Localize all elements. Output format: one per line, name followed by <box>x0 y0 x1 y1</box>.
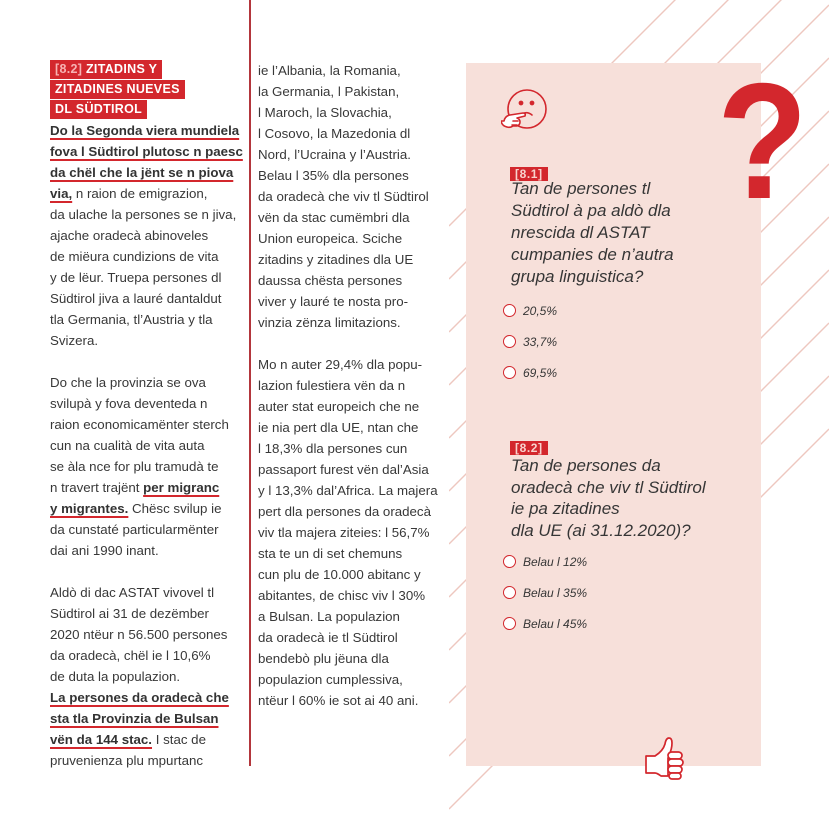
text-line <box>258 690 438 711</box>
text-line <box>258 459 438 480</box>
body-text: Nord, l’Ucraina y l’Austria. <box>258 147 411 162</box>
text-line <box>258 270 438 291</box>
body-text: l Maroch, la Slovachia, <box>258 105 392 120</box>
heading-text: ZITADINS Y <box>85 62 158 76</box>
text-line <box>258 291 438 312</box>
body-text: Svizera. <box>50 333 99 348</box>
body-text: Chësc svilup ie <box>128 501 222 516</box>
body-text: Belau l 35% dla persones <box>258 168 409 183</box>
article-column-2 <box>258 60 438 711</box>
body-text: ntëur l 60% ie sot ai 40 ani. <box>258 693 419 708</box>
text-line <box>258 165 438 186</box>
answer-option[interactable] <box>503 295 557 326</box>
emphasized-text: per migranc <box>143 480 220 495</box>
text-line <box>50 603 243 624</box>
text-line <box>50 246 243 267</box>
text-line <box>258 60 438 81</box>
body-text: la Germania, l Pakistan, <box>258 84 400 99</box>
text-line <box>258 144 438 165</box>
text-line <box>50 330 243 351</box>
text-line <box>258 123 438 144</box>
text-line <box>50 225 243 246</box>
text-line <box>50 309 243 330</box>
body-text: a Bulsan. La populazion <box>258 609 400 624</box>
question-line: nrescida dl ASTAT <box>511 223 650 242</box>
text-line <box>258 375 438 396</box>
answer-option[interactable] <box>503 577 587 608</box>
text-line <box>258 543 438 564</box>
text-line <box>50 267 243 288</box>
body-text: se àla nce for plu tramudà te <box>50 459 219 474</box>
question-text <box>511 455 706 541</box>
text-line <box>258 480 438 501</box>
body-text: Aldò di dac ASTAT vivovel tl <box>50 585 215 600</box>
body-text: l 18,3% dla persones cun <box>258 441 408 456</box>
text-line <box>258 501 438 522</box>
body-text: da oradecà ie tl Südtirol <box>258 630 398 645</box>
text-line <box>258 249 438 270</box>
emphasized-text: Do la Segonda viera mundiela <box>50 123 240 138</box>
text-line <box>50 204 243 225</box>
body-text: de duta la populazion. <box>50 669 181 684</box>
emphasized-text: y migrantes. <box>50 501 129 516</box>
body-text: da cunstaté particularmënter <box>50 522 219 537</box>
body-text: n travert trajënt <box>50 480 144 495</box>
question-line: dla UE (ai 31.12.2020)? <box>511 520 691 540</box>
body-text: da oradecà, chël ie l 10,6% <box>50 648 211 663</box>
text-line <box>50 666 243 687</box>
body-text: passaport furest vën dal’Asia <box>258 462 429 477</box>
body-text: cun plu de 10.000 abitanc y <box>258 567 421 582</box>
body-text: daussa chësta persones <box>258 273 403 288</box>
text-line <box>50 687 243 708</box>
body-text: cun na cualità de vita auta <box>50 438 205 453</box>
text-line <box>50 750 243 771</box>
blank-line <box>50 561 243 582</box>
answer-option[interactable] <box>503 357 557 388</box>
text-line <box>50 708 243 729</box>
question-line: ie pa zitadines <box>511 499 620 518</box>
question-line: oradecà che viv tl Südtirol <box>511 477 706 497</box>
emphasized-text: fova l Südtirol plutosc n paesc <box>50 144 243 159</box>
body-text: Mo n auter 29,4% dla popu- <box>258 357 423 372</box>
body-text: lazion fulestiera vën da n <box>258 378 406 393</box>
body-text: Union europeica. Sciche <box>258 231 403 246</box>
radio-button[interactable] <box>503 617 516 630</box>
text-line <box>50 498 243 519</box>
body-text: n raion de emigrazion, <box>72 186 208 201</box>
body-text: svilupà y fova deventeda n <box>50 396 208 411</box>
answer-option[interactable] <box>503 546 587 577</box>
text-line <box>258 606 438 627</box>
text-line <box>258 438 438 459</box>
body-text: tla Germania, tl’Austria y tla <box>50 312 213 327</box>
emphasized-text: La persones da oradecà che <box>50 690 229 705</box>
article-column-1 <box>50 120 243 771</box>
question-mark-icon: ? <box>717 49 808 233</box>
heading-line <box>50 60 185 79</box>
text-line <box>50 645 243 666</box>
question-tag: [8.2] <box>510 441 548 455</box>
body-text: vën da stac cumëmbri dla <box>258 210 410 225</box>
text-line <box>258 396 438 417</box>
text-line <box>50 519 243 540</box>
question-line: Südtirol à pa aldò dla <box>511 201 671 220</box>
section-heading <box>50 60 185 120</box>
blank-line <box>50 351 243 372</box>
text-line <box>258 102 438 123</box>
answer-options <box>503 546 587 639</box>
thinking-face-icon <box>501 88 549 136</box>
answer-option[interactable] <box>503 326 557 357</box>
text-line <box>50 456 243 477</box>
body-text: de miëura cundizions de vita <box>50 249 219 264</box>
body-text: zitadins y zitadines dla UE <box>258 252 414 267</box>
option-label: 20,5% <box>523 303 558 318</box>
body-text: da ulache la persones se n jiva, <box>50 207 237 222</box>
radio-button[interactable] <box>503 304 516 317</box>
radio-button[interactable] <box>503 366 516 379</box>
text-line <box>50 120 243 141</box>
thumbs-up-icon <box>644 735 688 781</box>
option-label: 69,5% <box>523 365 558 380</box>
body-text: l Cosovo, la Mazedonia dl <box>258 126 411 141</box>
body-text: populazion cumplessiva, <box>258 672 403 687</box>
body-text: viv tla majera ziteies: l 56,7% <box>258 525 430 540</box>
text-line <box>50 162 243 183</box>
heading-text: DL SÜDTIROL <box>50 100 147 119</box>
text-line <box>258 648 438 669</box>
body-text: I stac de <box>152 732 206 747</box>
body-text: Südtirol jiva a lauré dantaldut <box>50 291 222 306</box>
answer-option[interactable] <box>503 608 587 639</box>
text-line <box>50 435 243 456</box>
option-label: 33,7% <box>523 334 558 349</box>
body-text: vinzia zënza limitazions. <box>258 315 401 330</box>
text-line <box>258 417 438 438</box>
text-line <box>258 207 438 228</box>
text-line <box>258 186 438 207</box>
emphasized-text: vën da 144 stac. <box>50 732 153 747</box>
option-label: Belau l 12% <box>523 554 588 569</box>
body-text: dai ani 1990 inant. <box>50 543 159 558</box>
text-line <box>258 354 438 375</box>
text-line <box>50 393 243 414</box>
option-label: Belau l 45% <box>523 616 588 631</box>
column-divider <box>249 0 251 766</box>
option-label: Belau l 35% <box>523 585 588 600</box>
body-text: Südtirol ai 31 de dezëmber <box>50 606 209 621</box>
heading-line <box>50 100 185 119</box>
question-tag: [8.1] <box>510 167 548 181</box>
text-line <box>50 414 243 435</box>
body-text: raion economicamënter sterch <box>50 417 229 432</box>
body-text: viver y lauré te nosta pro- <box>258 294 409 309</box>
emphasized-text: via, <box>50 186 73 201</box>
text-line <box>50 288 243 309</box>
body-text: pert dla persones da oradecà <box>258 504 431 519</box>
body-text: auter stat europeich che ne <box>258 399 420 414</box>
heading-tag: [8.2] <box>55 62 83 76</box>
body-text: 2020 ntëur n 56.500 persones <box>50 627 228 642</box>
text-line <box>258 312 438 333</box>
body-text: y de lëur. Truepa persones dl <box>50 270 222 285</box>
question-line: cumpanies de n’autra <box>511 245 674 264</box>
emphasized-text: da chël che la jënt se n piova <box>50 165 234 180</box>
body-text: Do che la provinzia se ova <box>50 375 206 390</box>
body-text: pruvenienza plu mpurtanc <box>50 753 204 768</box>
text-line <box>50 372 243 393</box>
radio-button[interactable] <box>503 335 516 348</box>
text-line <box>258 522 438 543</box>
body-text: bendebò plu jëuna dla <box>258 651 389 666</box>
text-line <box>50 582 243 603</box>
answer-options <box>503 295 557 388</box>
body-text: da oradecà che viv tl Südtirol <box>258 189 429 204</box>
body-text: ajache oradecà abinoveles <box>50 228 209 243</box>
body-text: y l 13,3% dal’Africa. La majera <box>258 483 438 498</box>
text-line <box>50 624 243 645</box>
text-line <box>258 564 438 585</box>
text-line <box>50 477 243 498</box>
text-line <box>50 729 243 750</box>
text-line <box>50 141 243 162</box>
text-line <box>258 81 438 102</box>
text-line <box>50 540 243 561</box>
blank-line <box>258 333 438 354</box>
radio-button[interactable] <box>503 586 516 599</box>
text-line <box>258 669 438 690</box>
body-text: sta te un di set chemuns <box>258 546 403 561</box>
text-line <box>258 585 438 606</box>
body-text: abitantes, de chisc viv l 30% <box>258 588 426 603</box>
emphasized-text: sta tla Provinzia de Bulsan <box>50 711 219 726</box>
question-line: Tan de persones tl <box>511 179 651 198</box>
body-text: ie nia pert dla UE, ntan che <box>258 420 419 435</box>
body-text: ie l’Albania, la Romania, <box>258 63 401 78</box>
heading-text: ZITADINES NUEVES <box>50 80 185 99</box>
text-line <box>50 183 243 204</box>
heading-line <box>50 80 185 99</box>
question-text <box>511 178 674 288</box>
radio-button[interactable] <box>503 555 516 568</box>
question-line: grupa linguistica? <box>511 267 644 286</box>
text-line <box>258 627 438 648</box>
question-line: Tan de persones da <box>511 456 661 475</box>
text-line <box>258 228 438 249</box>
